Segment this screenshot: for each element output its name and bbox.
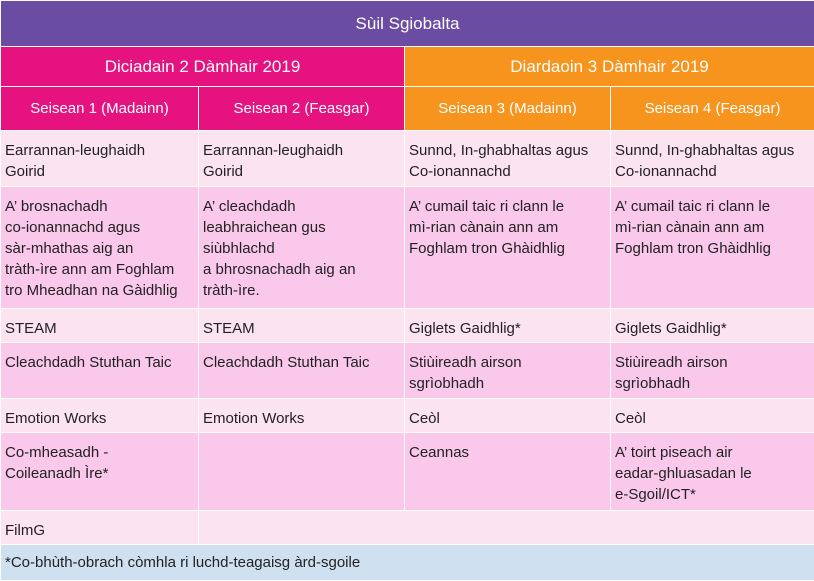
- filmg-cell: FilmG: [1, 511, 199, 545]
- session-header-3: Seisean 3 (Madainn): [405, 87, 611, 131]
- session-cell: Emotion Works: [1, 399, 199, 433]
- session-cell: Earrannan-leughaidh Goirid: [199, 131, 405, 187]
- table-title: Sùil Sgiobalta: [1, 1, 814, 47]
- session-cell: Emotion Works: [199, 399, 405, 433]
- session-header-1: Seisean 1 (Madainn): [1, 87, 199, 131]
- session-cell: STEAM: [1, 309, 199, 343]
- session-cell: Stiùireadh airson sgrìobhadh: [611, 343, 814, 399]
- table-row: [1, 399, 814, 433]
- session-cell: [199, 433, 405, 511]
- session-cell: A’ cleachdadh leabhraichean gus siùbhlachd a bhrosnachadh aig an tràth-ìre.: [199, 187, 405, 309]
- session-header-2: Seisean 2 (Feasgar): [199, 87, 405, 131]
- day-header-wednesday: Diciadain 2 Dàmhair 2019: [1, 47, 405, 87]
- session-cell: Cleachdadh Stuthan Taic: [199, 343, 405, 399]
- session-cell: STEAM: [199, 309, 405, 343]
- session-header-4: Seisean 4 (Feasgar): [611, 87, 814, 131]
- session-cell: A’ brosnachadh co-ionannachd agus sàr-mhathas aig an tràth-ìre ann am Foghlam tro Mheadhan na Gàidhlig: [1, 187, 199, 309]
- session-cell: Ceannas: [405, 433, 611, 511]
- session-cell: Stiùireadh airson sgrìobhadh: [405, 343, 611, 399]
- session-cell: Sunnd, In-ghabhaltas agus Co-ionannachd: [611, 131, 814, 187]
- session-cell: Co-mheasadh - Coileanadh Ìre*: [1, 433, 199, 511]
- table-row: [1, 343, 814, 399]
- table-row: [1, 433, 814, 511]
- schedule-rows: [1, 131, 814, 511]
- session-cell: A’ toirt piseach air eadar-ghluasadan le e-Sgoil/ICT*: [611, 433, 814, 511]
- session-cell: Giglets Gaidhlig*: [611, 309, 814, 343]
- session-cell: Ceòl: [611, 399, 814, 433]
- session-cell: A’ cumail taic ri clann le mì-rian cànain ann am Foghlam tron Ghàidhlig: [405, 187, 611, 309]
- table-row: [1, 309, 814, 343]
- table-row: [1, 187, 814, 309]
- session-cell: Cleachdadh Stuthan Taic: [1, 343, 199, 399]
- day-header-thursday: Diardaoin 3 Dàmhair 2019: [405, 47, 814, 87]
- table-row: [1, 131, 814, 187]
- session-cell: A’ cumail taic ri clann le mì-rian cànain ann am Foghlam tron Ghàidhlig: [611, 187, 814, 309]
- footnote: *Co-bhùth-obrach còmhla ri luchd-teagaisg àrd-sgoile: [1, 545, 814, 581]
- session-cell: Sunnd, In-ghabhaltas agus Co-ionannachd: [405, 131, 611, 187]
- session-cell: Earrannan-leughaidh Goirid: [1, 131, 199, 187]
- session-cell: Giglets Gaidhlig*: [405, 309, 611, 343]
- session-cell: Ceòl: [405, 399, 611, 433]
- empty-cell: [199, 511, 814, 545]
